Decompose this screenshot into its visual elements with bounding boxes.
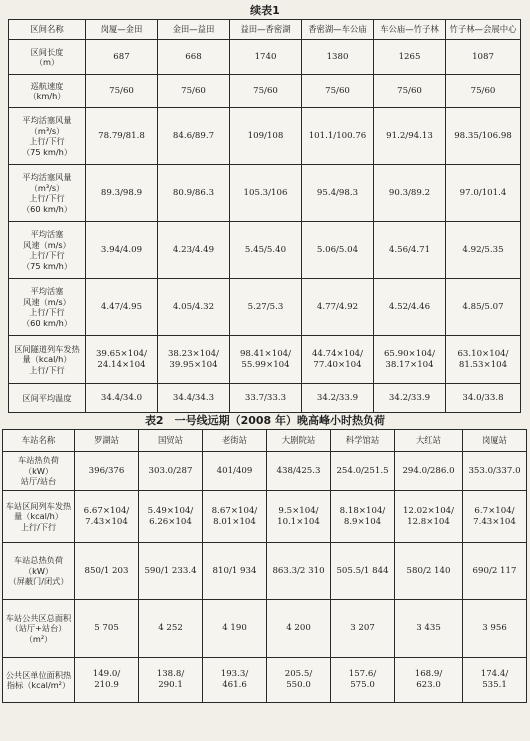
table1-cell: 4.23/4.49 xyxy=(158,222,230,279)
table2-row-label: 公共区单位面积热 指标（kcal/m²） xyxy=(3,658,75,703)
table1-cell: 4.52/4.46 xyxy=(374,279,446,336)
table2-cell: 8.67×104/ 8.01×104 xyxy=(203,491,267,543)
table2-cell: 396/376 xyxy=(75,452,139,491)
table1-cell: 109/108 xyxy=(230,108,302,165)
table1-header-cell: 车公庙—竹子林 xyxy=(374,20,446,40)
table1-cell: 1265 xyxy=(374,40,446,75)
table2-cell: 5 705 xyxy=(75,600,139,658)
table2-cell: 505.5/1 844 xyxy=(331,543,395,600)
table2-cell: 3 435 xyxy=(395,600,463,658)
table2-row xyxy=(3,491,527,543)
table1-header-cell: 岗厦—金田 xyxy=(86,20,158,40)
table1-cell: 101.1/100.76 xyxy=(302,108,374,165)
table1 xyxy=(8,19,521,413)
table1-row xyxy=(9,165,521,222)
table1-row xyxy=(9,40,521,75)
table1-cell: 1380 xyxy=(302,40,374,75)
table1-cell: 75/60 xyxy=(302,75,374,108)
table2-row xyxy=(3,658,527,703)
table2-header-cell: 大红站 xyxy=(395,430,463,452)
table1-cell: 34.4/34.3 xyxy=(158,384,230,413)
table2-header-cell: 大剧院站 xyxy=(267,430,331,452)
table2-cell: 168.9/ 623.0 xyxy=(395,658,463,703)
table1-cell: 75/60 xyxy=(158,75,230,108)
table2-cell: 294.0/286.0 xyxy=(395,452,463,491)
table1-cell: 78.79/81.8 xyxy=(86,108,158,165)
table1-cell: 5.45/5.40 xyxy=(230,222,302,279)
table2-cell: 254.0/251.5 xyxy=(331,452,395,491)
table1-cell: 98.41×104/ 55.99×104 xyxy=(230,336,302,384)
table2-cell: 401/409 xyxy=(203,452,267,491)
table1-row-label: 平均活塞 风速（m/s） 上行/下行 （75 km/h） xyxy=(9,222,86,279)
table2-cell: 138.8/ 290.1 xyxy=(139,658,203,703)
table1-row xyxy=(9,384,521,413)
table2-cell: 4 200 xyxy=(267,600,331,658)
table1-header-cell: 益田—香密湖 xyxy=(230,20,302,40)
table1-row-label: 巡航速度 （km/h） xyxy=(9,75,86,108)
table1-cell: 90.3/89.2 xyxy=(374,165,446,222)
table2-row-label: 车站公共区总面积 （站厅+站台） （m²） xyxy=(3,600,75,658)
table2-cell: 580/2 140 xyxy=(395,543,463,600)
table1-row xyxy=(9,75,521,108)
table1-caption: 续表1 xyxy=(250,4,280,17)
table1-header-cell: 金田—益田 xyxy=(158,20,230,40)
table1-cell: 5.06/5.04 xyxy=(302,222,374,279)
table2-cell: 9.5×104/ 10.1×104 xyxy=(267,491,331,543)
table1-cell: 75/60 xyxy=(86,75,158,108)
table1-row-label: 平均活塞风量 （m³/s） 上行/下行 （60 km/h） xyxy=(9,165,86,222)
table2-cell: 3 956 xyxy=(463,600,527,658)
table1-header-cell: 香密湖—车公庙 xyxy=(302,20,374,40)
table1-cell: 34.2/33.9 xyxy=(302,384,374,413)
table1-cell: 98.35/106.98 xyxy=(446,108,521,165)
table2-row-label: 车站区间列车发热 量（kcal/h） 上行/下行 xyxy=(3,491,75,543)
table1-cell: 4.47/4.95 xyxy=(86,279,158,336)
table2-cell: 810/1 934 xyxy=(203,543,267,600)
table2 xyxy=(2,429,527,703)
table1-cell: 91.2/94.13 xyxy=(374,108,446,165)
table2-header-cell: 国贸站 xyxy=(139,430,203,452)
table1-cell: 89.3/98.9 xyxy=(86,165,158,222)
table1-cell: 4.85/5.07 xyxy=(446,279,521,336)
table2-cell: 149.0/ 210.9 xyxy=(75,658,139,703)
table1-cell: 33.7/33.3 xyxy=(230,384,302,413)
table2-row xyxy=(3,600,527,658)
table2-row xyxy=(3,452,527,491)
table2-cell: 5.49×104/ 6.26×104 xyxy=(139,491,203,543)
table1-cell: 105.3/106 xyxy=(230,165,302,222)
table2-cell: 303.0/287 xyxy=(139,452,203,491)
table1-cell: 63.10×104/ 81.53×104 xyxy=(446,336,521,384)
table1-cell: 84.6/89.7 xyxy=(158,108,230,165)
table1-row-label: 平均活塞风量 （m³/s） 上行/下行 （75 km/h） xyxy=(9,108,86,165)
table2-header-cell: 岗厦站 xyxy=(463,430,527,452)
table1-row-label: 区间平均温度 xyxy=(9,384,86,413)
table1-cell: 34.0/33.8 xyxy=(446,384,521,413)
table1-cell: 75/60 xyxy=(374,75,446,108)
table2-cell: 6.67×104/ 7.43×104 xyxy=(75,491,139,543)
table2-header-row xyxy=(3,430,527,452)
table1-row xyxy=(9,222,521,279)
table2-cell: 590/1 233.4 xyxy=(139,543,203,600)
table2-header-cell: 车站名称 xyxy=(3,430,75,452)
table1-cell: 34.4/34.0 xyxy=(86,384,158,413)
table2-cell: 3 207 xyxy=(331,600,395,658)
table1-cell: 3.94/4.09 xyxy=(86,222,158,279)
table1-cell: 4.56/4.71 xyxy=(374,222,446,279)
table2-caption: 表2 一号线远期（2008 年）晚高峰小时热负荷 xyxy=(144,414,386,427)
table1-row xyxy=(9,279,521,336)
table2-cell: 8.18×104/ 8.9×104 xyxy=(331,491,395,543)
table2-cell: 850/1 203 xyxy=(75,543,139,600)
table1-row-label: 区间隧道列车发热 量（kcal/h） 上行/下行 xyxy=(9,336,86,384)
table2-cell: 205.5/ 550.0 xyxy=(267,658,331,703)
table1-cell: 80.9/86.3 xyxy=(158,165,230,222)
table2-cell: 193.3/ 461.6 xyxy=(203,658,267,703)
table1-header-cell: 竹子林—会展中心 xyxy=(446,20,521,40)
table2-cell: 690/2 117 xyxy=(463,543,527,600)
table1-cell: 4.92/5.35 xyxy=(446,222,521,279)
table1-cell: 65.90×104/ 38.17×104 xyxy=(374,336,446,384)
table1-row-label: 平均活塞 风速（m/s） 上行/下行 （60 km/h） xyxy=(9,279,86,336)
table2-header-cell: 老街站 xyxy=(203,430,267,452)
table1-cell: 687 xyxy=(86,40,158,75)
table1-cell: 75/60 xyxy=(446,75,521,108)
table1-cell: 39.65×104/ 24.14×104 xyxy=(86,336,158,384)
table2-cell: 863.3/2 310 xyxy=(267,543,331,600)
table2-cell: 4 252 xyxy=(139,600,203,658)
table1-cell: 34.2/33.9 xyxy=(374,384,446,413)
table2-header-cell: 罗湖站 xyxy=(75,430,139,452)
table1-cell: 668 xyxy=(158,40,230,75)
table2-cell: 12.02×104/ 12.8×104 xyxy=(395,491,463,543)
table2-cell: 6.7×104/ 7.43×104 xyxy=(463,491,527,543)
table2-cell: 157.6/ 575.0 xyxy=(331,658,395,703)
table1-cell: 44.74×104/ 77.40×104 xyxy=(302,336,374,384)
table2-cell: 174.4/ 535.1 xyxy=(463,658,527,703)
table1-header-row xyxy=(9,20,521,40)
table1-row xyxy=(9,108,521,165)
table2-cell: 4 190 xyxy=(203,600,267,658)
table2-row xyxy=(3,543,527,600)
table1-cell: 4.05/4.32 xyxy=(158,279,230,336)
table1-cell: 5.27/5.3 xyxy=(230,279,302,336)
table1-cell: 1087 xyxy=(446,40,521,75)
table1-cell: 38.23×104/ 39.95×104 xyxy=(158,336,230,384)
table2-cell: 438/425.3 xyxy=(267,452,331,491)
table1-cell: 97.0/101.4 xyxy=(446,165,521,222)
table2-header-cell: 科学馆站 xyxy=(331,430,395,452)
table1-header-cell: 区间名称 xyxy=(9,20,86,40)
table1-cell: 4.77/4.92 xyxy=(302,279,374,336)
table2-row-label: 车站总热负荷 （kW） （屏蔽门/闭式） xyxy=(3,543,75,600)
table1-cell: 95.4/98.3 xyxy=(302,165,374,222)
table1-cell: 75/60 xyxy=(230,75,302,108)
table1-row xyxy=(9,336,521,384)
table1-row-label: 区间长度 （m） xyxy=(9,40,86,75)
table2-row-label: 车站热负荷（kW） 站厅/站台 xyxy=(3,452,75,491)
table2-cell: 353.0/337.0 xyxy=(463,452,527,491)
table1-cell: 1740 xyxy=(230,40,302,75)
